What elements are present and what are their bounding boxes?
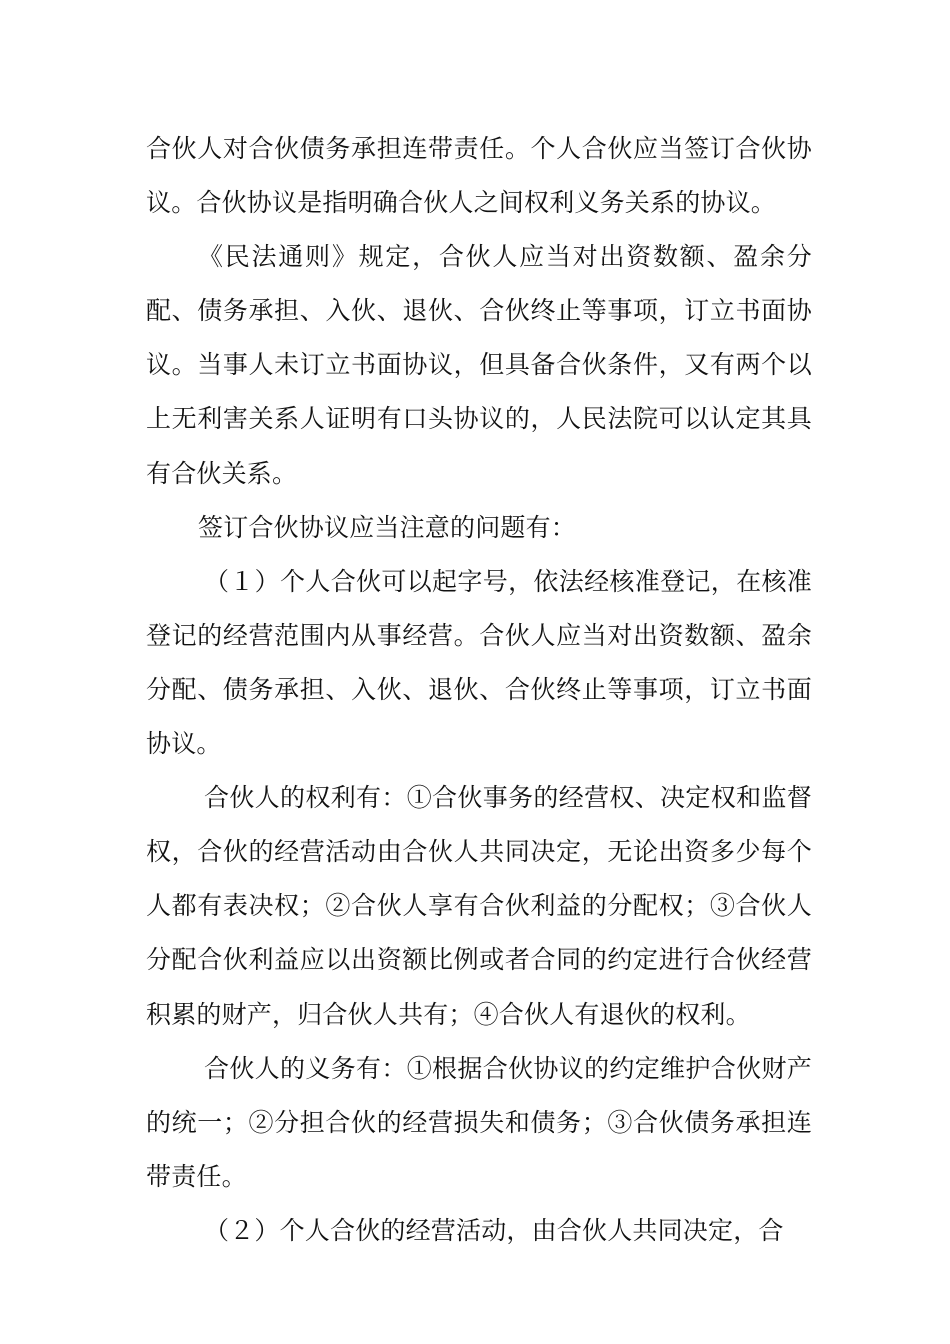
paragraph-civil-law-provision: 《民法通则》规定，合伙人应当对出资数额、盈余分配、债务承担、入伙、退伙、合伙终止等事项，订立书面协议。当事人未订立书面协议，但具备合伙条件，又有两个以上无利害关系人证明有口头协议的，人民法院可以认定其具有合伙关系。 [146, 242, 812, 488]
paragraph-item-1: （１）个人合伙可以起字号，依法经核准登记，在核准登记的经营范围内从事经营。合伙人应当对出资数额、盈余分配、债务承担、入伙、退伙、合伙终止等事项，订立书面协议。 [146, 566, 812, 759]
paragraph-partner-obligations: 合伙人的义务有：①根据合伙协议的约定维护合伙财产的统一；②分担合伙的经营损失和债务；③合伙债务承担连带责任。 [146, 1053, 812, 1191]
paragraph-issues-heading: 签订合伙协议应当注意的问题有： [198, 512, 577, 542]
document-body [146, 122, 812, 1258]
paragraph-item-2: （２）个人合伙的经营活动，由合伙人共同决定，合 [204, 1215, 784, 1245]
paragraph-partner-rights: 合伙人的权利有：①合伙事务的经营权、决定权和监督权，合伙的经营活动由合伙人共同决定，无论出资多少每个人都有表决权；②合伙人享有合伙利益的分配权；③合伙人分配合伙利益应以出资额比例或者合同的约定进行合伙经营积累的财产，归合伙人共有；④合伙人有退伙的权利。 [146, 783, 812, 1029]
paragraph-continuation: 合伙人对合伙债务承担连带责任。个人合伙应当签订合伙协议。合伙协议是指明确合伙人之间权利义务关系的协议。 [146, 134, 812, 218]
